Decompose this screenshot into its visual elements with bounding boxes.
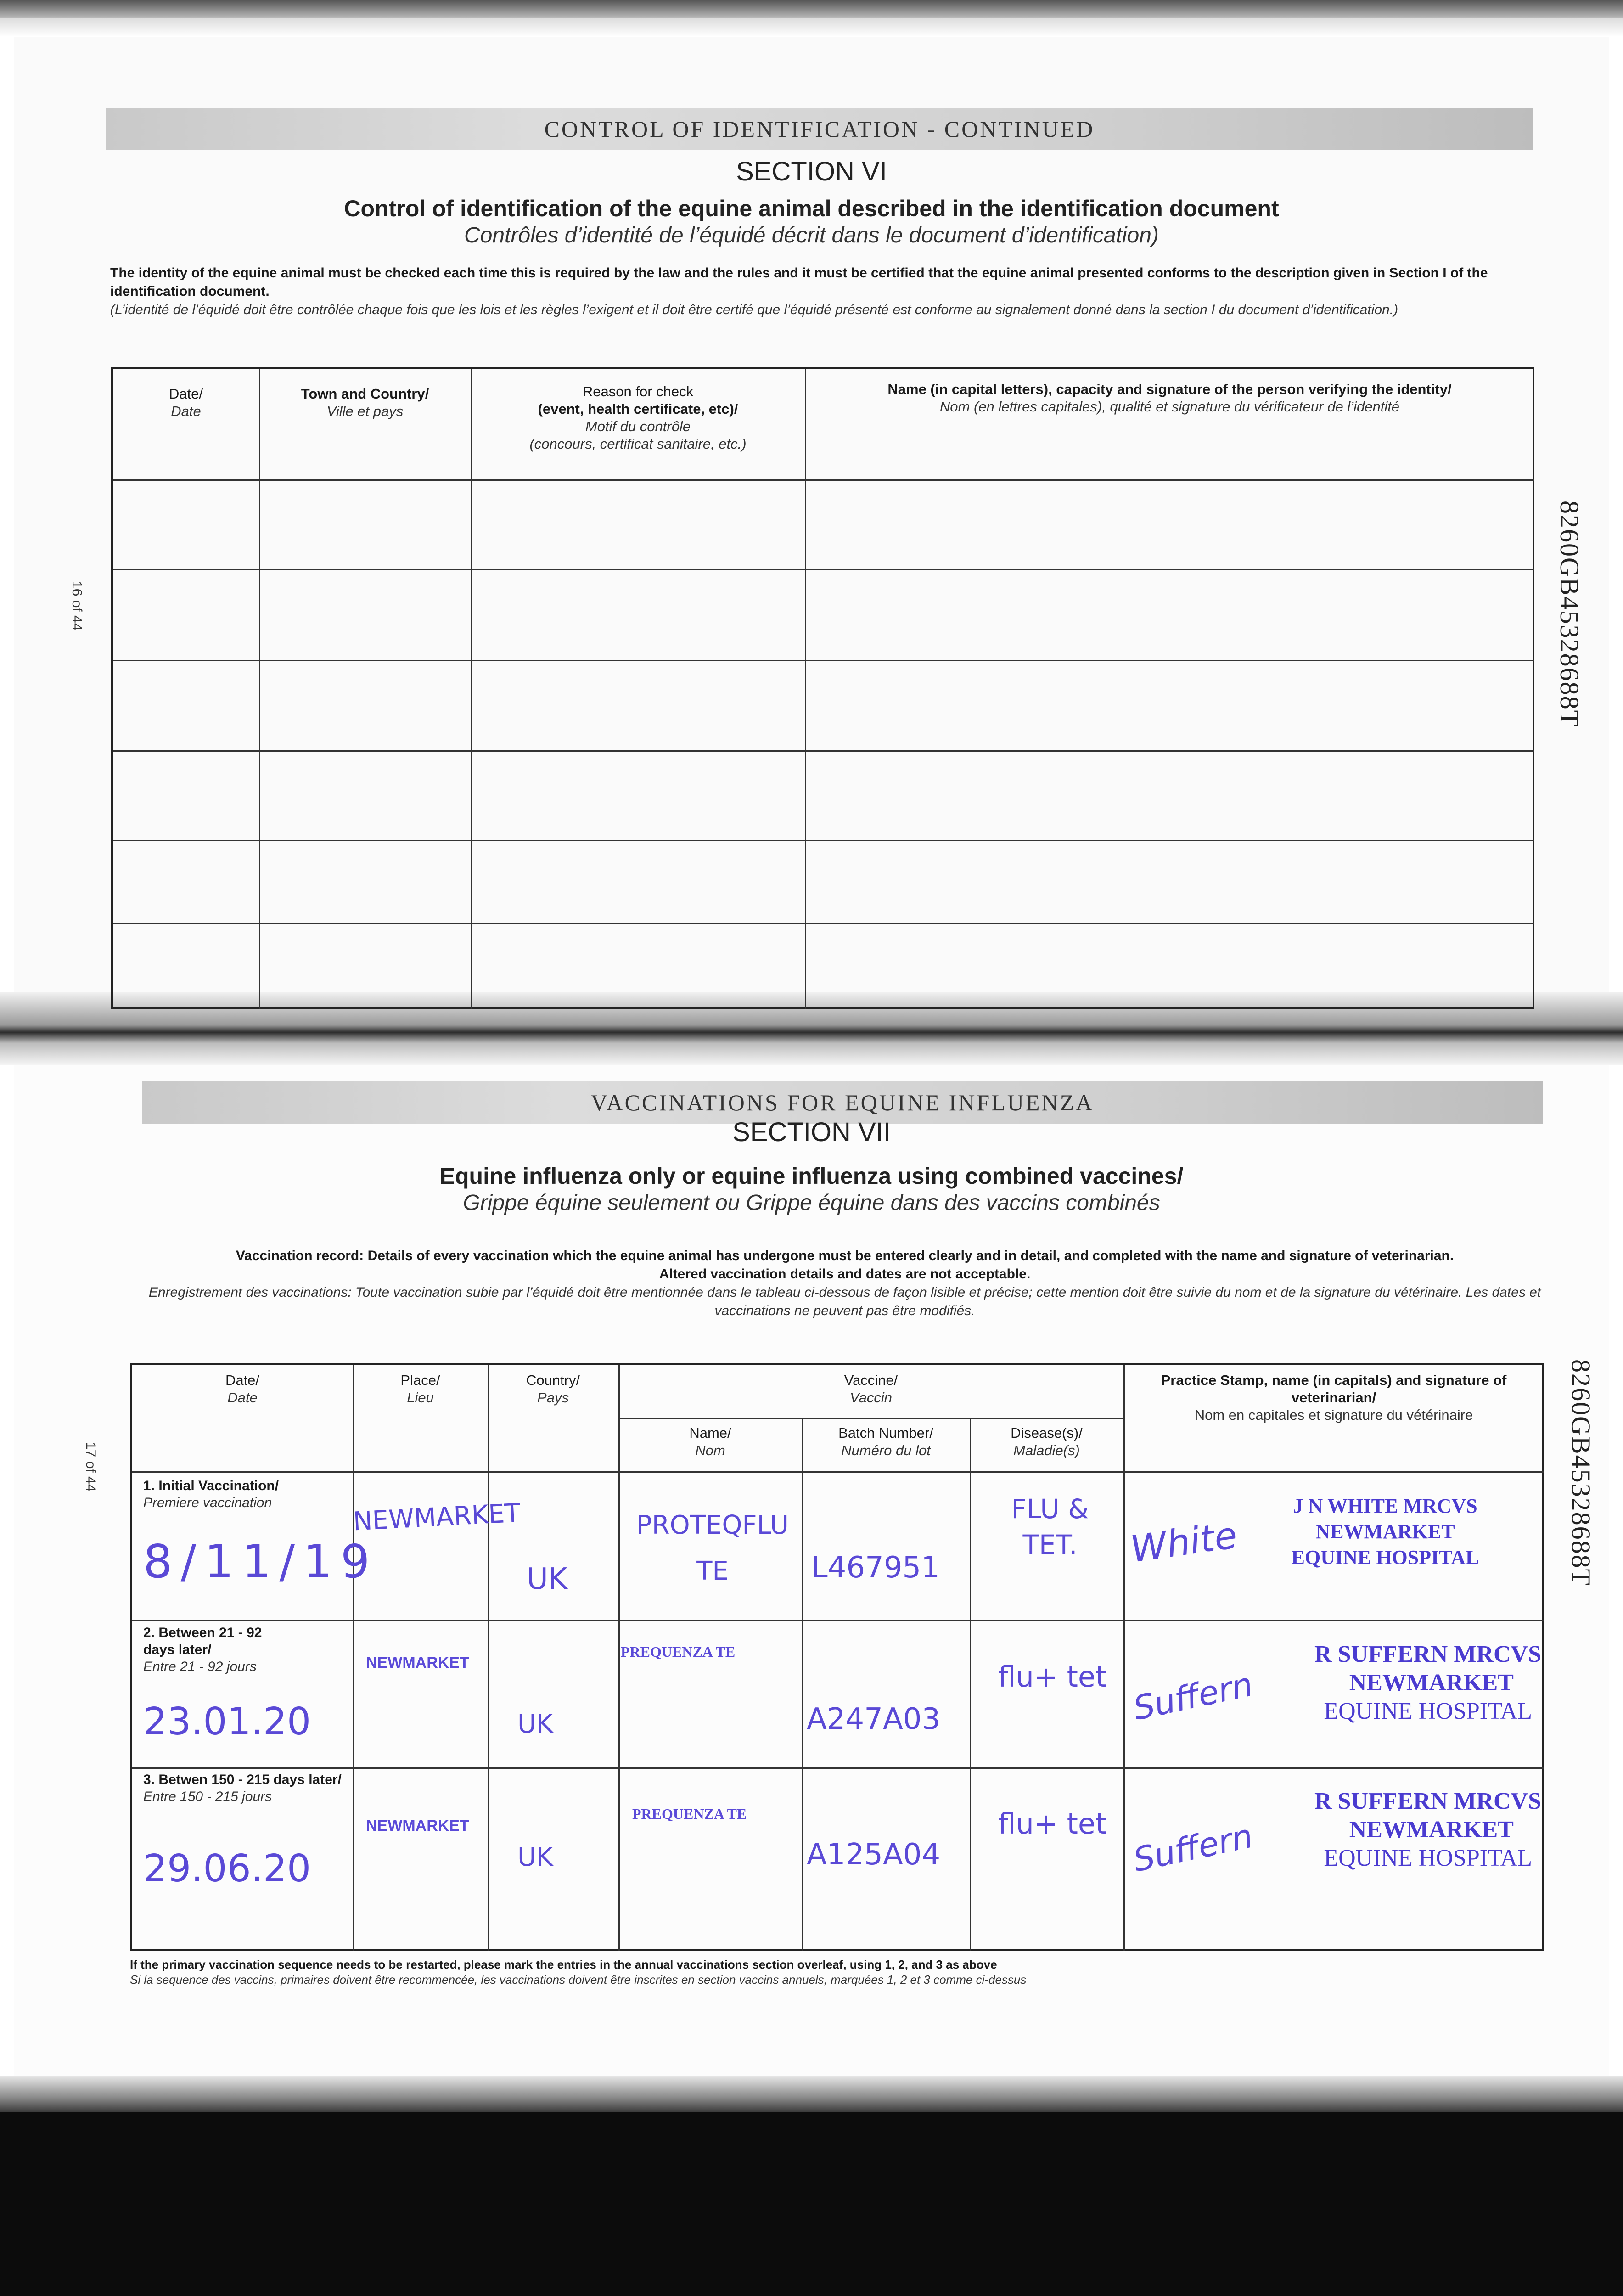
footnote-en: If the primary vaccination sequence needs to be restarted, please mark the entries in the annual vaccinations section overleaf, using 1, 2, and 3 as above (130, 1958, 997, 1971)
row2-batch: A247A03 (807, 1702, 941, 1736)
row-divider (132, 1471, 1544, 1473)
row-label-second: 2. Between 21 - 92 days later/ Entre 21 - 92 jours (143, 1625, 262, 1674)
row1-batch: L467951 (811, 1551, 940, 1585)
scan-edge-bottom (0, 2076, 1623, 2112)
header-reason: Reason for check (event, health certificate, etc)/ Motif du contrôle (concours, certificat sanitaire, etc.) (529, 383, 747, 452)
header-verifier: Name (in capital letters), capacity and signature of the person verifying the identity/ Nom (en lettres capitales), qualité et signature du vérificateur de l’identité (887, 381, 1452, 415)
row-divider (113, 479, 1534, 481)
header-country: Country/ Pays (526, 1372, 580, 1406)
vaccination-table (130, 1363, 1544, 1951)
scan-edge-top (0, 0, 1623, 18)
header-date: Date/ Date (168, 386, 203, 419)
header-town-country: Town and Country/ Ville et pays (301, 386, 429, 419)
row-label-third: 3. Betwen 150 - 215 days later/ Entre 150 - 215 jours (143, 1772, 342, 1804)
record-label-fr: Enregistrement des vaccinations: (148, 1285, 352, 1300)
section-vi-banner: CONTROL OF IDENTIFICATION - CONTINUED (106, 108, 1533, 150)
row3-date: 29.06.20 (143, 1847, 311, 1891)
row-divider (113, 660, 1534, 661)
identity-check-table (111, 367, 1534, 1009)
col-divider (471, 369, 472, 1009)
row-divider (113, 923, 1534, 924)
col-divider (353, 1365, 354, 1951)
row2-vaccine: PREQUENZA TE (621, 1643, 736, 1660)
row3-batch: A125A04 (807, 1838, 941, 1872)
section-vi-title-en: Control of identification of the equine animal described in the identification document (344, 196, 1279, 221)
section-vi-heading: SECTION VI (736, 157, 887, 186)
footnote-fr: Si la sequence des vaccins, primaires doivent être recommencée, les vaccinations doivent être inscrites en section vaccins annuels, marquées 1, 2 et 3 comme ci-dessus (130, 1973, 1027, 1986)
section-vii-heading: SECTION VII (732, 1117, 891, 1147)
row2-signature: Suffern (1130, 1665, 1256, 1728)
document-id-16: 8260GB45328688T (1555, 501, 1584, 727)
header-place: Place/ Lieu (400, 1372, 440, 1406)
col-divider (488, 1365, 489, 1951)
row-divider (618, 1418, 1123, 1419)
row2-country: UK (517, 1709, 553, 1739)
row3-country: UK (517, 1842, 553, 1872)
record-text-en: Details of every vaccination which the equine animal has undergone must be entered clearly and in detail, and completed with the name and signature of veterinarian. (367, 1248, 1454, 1263)
row2-place: NEWMARKET (366, 1654, 469, 1671)
row-divider (132, 1620, 1544, 1621)
header-batch: Batch Number/ Numéro du lot (838, 1425, 933, 1458)
intro-en: The identity of the equine animal must be checked each time this is required by the law and the rules and it must be certified that the equine animal presented conforms to the description given in Section I of the identification document. (110, 265, 1488, 299)
scan-background-bottom (0, 2112, 1623, 2296)
page-number-16: 16 of 44 (69, 581, 84, 631)
page-number-17: 17 of 44 (83, 1442, 98, 1492)
header-vaccine: Vaccine/ Vaccin (844, 1372, 898, 1406)
section-vii-title-en: Equine influenza only or equine influenza using combined vaccines/ (439, 1163, 1184, 1189)
row1-date: 8/11/19 (143, 1535, 378, 1588)
row2-date: 23.01.20 (143, 1700, 311, 1744)
header-disease: Disease(s)/ Maladie(s) (1011, 1425, 1083, 1458)
vaccination-record-note (129, 1247, 1561, 1320)
record-label-en: Vaccination record: (236, 1248, 364, 1263)
section-vi-title-fr: Contrôles d’identité de l’équidé décrit dans le document d’identification) (464, 223, 1159, 248)
record-text-fr: Toute vaccination subie par l’équidé doit être mentionnée dans le tableau ci-dessous de façon lisible et précise; cette mention doit être suivie du nom et de la signature du vétérinaire. Les dates et vaccinations ne peuvent pas être modifiés. (355, 1285, 1541, 1318)
row-divider (132, 1767, 1544, 1769)
header-practice-stamp: Practice Stamp, name (in capitals) and signature of veterinarian/ Nom en capitales et signature du vétérinaire (1161, 1372, 1507, 1423)
row3-practice-stamp: R SUFFERN MRCVS NEWMARKET EQUINE HOSPITAL (1314, 1788, 1541, 1871)
section-vi-intro (110, 264, 1529, 319)
section-vii-title-fr: Grippe équine seulement ou Grippe équine dans des vaccins combinés (463, 1191, 1160, 1215)
row-label-initial: 1. Initial Vaccination/ Premiere vaccination (143, 1478, 279, 1510)
header-date: Date/ Date (225, 1372, 260, 1406)
col-divider (802, 1418, 803, 1951)
scan-edge-top-shade (0, 18, 1623, 37)
row1-country: UK (527, 1562, 567, 1596)
record-text-en2: Altered vaccination details and dates are not acceptable. (659, 1266, 1031, 1282)
row1-place: NEWMARKET (352, 1498, 521, 1537)
col-divider (970, 1418, 971, 1951)
row3-signature: Suffern (1130, 1816, 1256, 1880)
header-vaccine-name: Name/ Nom (689, 1425, 731, 1458)
row1-disease: FLU & TET. (1011, 1493, 1089, 1560)
row-divider (113, 750, 1534, 752)
row3-place: NEWMARKET (366, 1817, 469, 1835)
row3-vaccine: PREQUENZA TE (632, 1806, 747, 1822)
col-divider (1123, 1365, 1125, 1951)
col-divider (805, 369, 806, 1009)
row-divider (113, 840, 1534, 841)
col-divider (259, 369, 260, 1009)
restart-footnote (130, 1957, 1544, 1987)
row2-practice-stamp: R SUFFERN MRCVS NEWMARKET EQUINE HOSPITAL (1314, 1641, 1541, 1724)
document-id-17: 8260GB45328688T (1566, 1359, 1596, 1586)
row-divider (113, 569, 1534, 570)
section-vii-banner: VACCINATIONS FOR EQUINE INFLUENZA (142, 1081, 1543, 1124)
row2-disease: flu+ tet (998, 1660, 1107, 1694)
row3-disease: flu+ tet (998, 1807, 1107, 1840)
row1-signature: White (1128, 1514, 1240, 1571)
row1-vaccine: PROTEQFLU TE (636, 1510, 789, 1586)
row1-practice-stamp: J N WHITE MRCVS NEWMARKET EQUINE HOSPITAL (1291, 1495, 1479, 1569)
intro-fr: (L’identité de l’équidé doit être contrôlée chaque fois que les lois et les règles l’exigent et il doit être certifé que l’équidé présenté est conforme au signalement donné dans la section I du document d’identification.) (110, 302, 1398, 317)
